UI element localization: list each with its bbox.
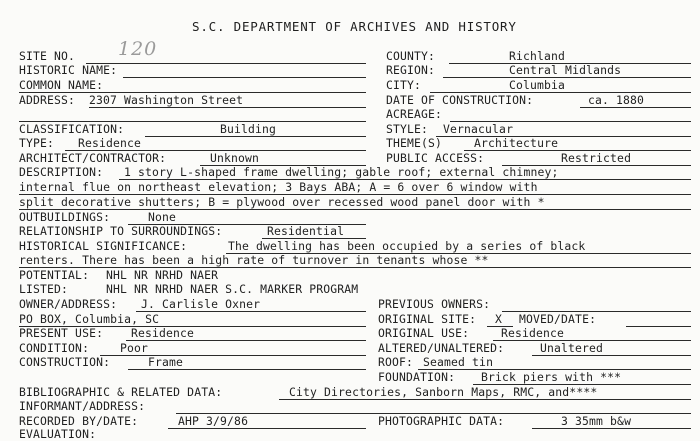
foundation-value: Brick piers with *** — [481, 370, 622, 384]
common-name-label: COMMON NAME: — [19, 78, 104, 92]
recorded-by-label: RECORDED BY/DATE: — [19, 414, 139, 428]
previous-owners-label: PREVIOUS OWNERS: — [378, 297, 491, 311]
site-no-line — [86, 63, 366, 64]
theme-value: Architecture — [474, 136, 559, 150]
foundation-label: FOUNDATION: — [378, 370, 456, 384]
photographic-label: PHOTOGRAPHIC DATA: — [378, 414, 505, 428]
address-line — [89, 107, 366, 108]
type-label: TYPE: — [19, 136, 55, 150]
moved-date-label: MOVED/DATE: — [519, 312, 597, 326]
recorded-by-value: AHP 3/9/86 — [178, 414, 249, 428]
altered-label: ALTERED/UNALTERED: — [378, 341, 505, 355]
bibliographic-value: City Directories, Sanborn Maps, RMC, and**** — [289, 385, 598, 399]
style-label: STYLE: — [386, 122, 429, 136]
recorded-by-line — [168, 428, 366, 429]
address-label: ADDRESS: — [19, 93, 76, 107]
owner-address-label: OWNER/ADDRESS: — [19, 297, 118, 311]
bibliographic-line — [279, 399, 691, 400]
original-use-value: Residence — [501, 326, 565, 340]
description-label: DESCRIPTION: — [19, 165, 104, 179]
historic-name-line — [123, 77, 366, 78]
architect-value: Unknown — [210, 151, 260, 165]
city-label: CITY: — [386, 78, 422, 92]
construction-value: Frame — [148, 355, 184, 369]
informant-label: INFORMANT/ADDRESS: — [19, 399, 146, 413]
relationship-value: Residential — [267, 224, 345, 238]
original-site-value: X — [495, 312, 503, 326]
original-use-label: ORIGINAL USE: — [378, 326, 470, 340]
description-rule-3 — [19, 209, 691, 210]
significance-line-2: renters. There has been a high rate of turnover in tenants whose ** — [19, 253, 489, 267]
photographic-value: 3 35mm b&w — [561, 414, 632, 428]
moved-date-line — [626, 326, 691, 327]
description-line-1: 1 story L-shaped frame dwelling; gable roof; external chimney; — [124, 165, 559, 179]
present-use-line — [126, 340, 366, 341]
roof-value: Seamed tin — [423, 355, 494, 369]
county-value: Richland — [509, 49, 566, 63]
region-value: Central Midlands — [509, 63, 622, 77]
public-access-line — [502, 165, 691, 166]
style-value: Vernacular — [443, 122, 514, 136]
date-of-construction-value: ca. 1880 — [588, 93, 645, 107]
construction-line — [128, 369, 366, 370]
construction-label: CONSTRUCTION: — [19, 355, 111, 369]
listed-label: LISTED: — [19, 282, 69, 296]
relationship-label: RELATIONSHIP TO SURROUNDINGS: — [19, 224, 223, 238]
owner-value-1: J. Carlisle Oxner — [141, 297, 261, 311]
condition-line — [100, 355, 366, 356]
foundation-line — [473, 384, 691, 385]
significance-label: HISTORICAL SIGNIFICANCE: — [19, 239, 188, 253]
potential-label: POTENTIAL: — [19, 268, 90, 282]
address-value: 2307 Washington Street — [89, 93, 244, 107]
classification-value: Building — [220, 122, 277, 136]
region-line — [443, 77, 691, 78]
potential-options: NHL NR NRHD NAER — [106, 268, 219, 282]
type-value: Residence — [78, 136, 142, 150]
roof-label: ROOF: — [378, 355, 414, 369]
county-label: COUNTY: — [386, 49, 436, 63]
present-use-label: PRESENT USE: — [19, 326, 104, 340]
date-of-construction-label: DATE OF CONSTRUCTION: — [386, 93, 534, 107]
original-site-label: ORIGINAL SITE: — [378, 312, 477, 326]
outbuildings-value: None — [148, 210, 177, 224]
bibliographic-label: BIBLIOGRAPHIC & RELATED DATA: — [19, 385, 223, 399]
acreage-label: ACREAGE: — [386, 107, 443, 121]
listed-options: NHL NR NRHD NAER S.C. MARKER PROGRAM — [106, 282, 359, 296]
classification-line — [145, 136, 366, 137]
architect-label: ARCHITECT/CONTRACTOR: — [19, 151, 167, 165]
form-title: S.C. DEPARTMENT OF ARCHIVES AND HISTORY — [192, 19, 517, 34]
historic-name-label: HISTORIC NAME: — [19, 63, 118, 77]
description-line-2: internal flue on northeast elevation; 3 Bays ABA; A = 6 over 6 window with — [19, 180, 538, 194]
outbuildings-label: OUTBUILDINGS: — [19, 210, 111, 224]
public-access-value: Restricted — [561, 151, 632, 165]
region-label: REGION: — [386, 63, 436, 77]
owner-value-2: PO BOX, Columbia, SC — [19, 312, 160, 326]
city-value: Columbia — [509, 78, 566, 92]
condition-label: CONDITION: — [19, 341, 90, 355]
classification-label: CLASSIFICATION: — [19, 122, 125, 136]
public-access-label: PUBLIC ACCESS: — [386, 151, 485, 165]
owner-line-1 — [136, 311, 366, 312]
condition-value: Poor — [120, 341, 149, 355]
date-of-construction-line — [580, 107, 691, 108]
evaluation-label: EVALUATION: — [19, 427, 97, 441]
present-use-value: Residence — [131, 326, 195, 340]
altered-line — [532, 355, 691, 356]
site-no-value: 120 — [118, 38, 158, 60]
site-no-label: SITE NO. — [19, 49, 76, 63]
theme-label: THEME(S) — [386, 136, 443, 150]
photographic-line — [532, 428, 691, 429]
altered-value: Unaltered — [540, 341, 604, 355]
description-line-3: split decorative shutters; B = plywood over recessed wood panel door with * — [19, 195, 545, 209]
significance-line-1: The dwelling has been occupied by a series of black — [228, 239, 586, 253]
